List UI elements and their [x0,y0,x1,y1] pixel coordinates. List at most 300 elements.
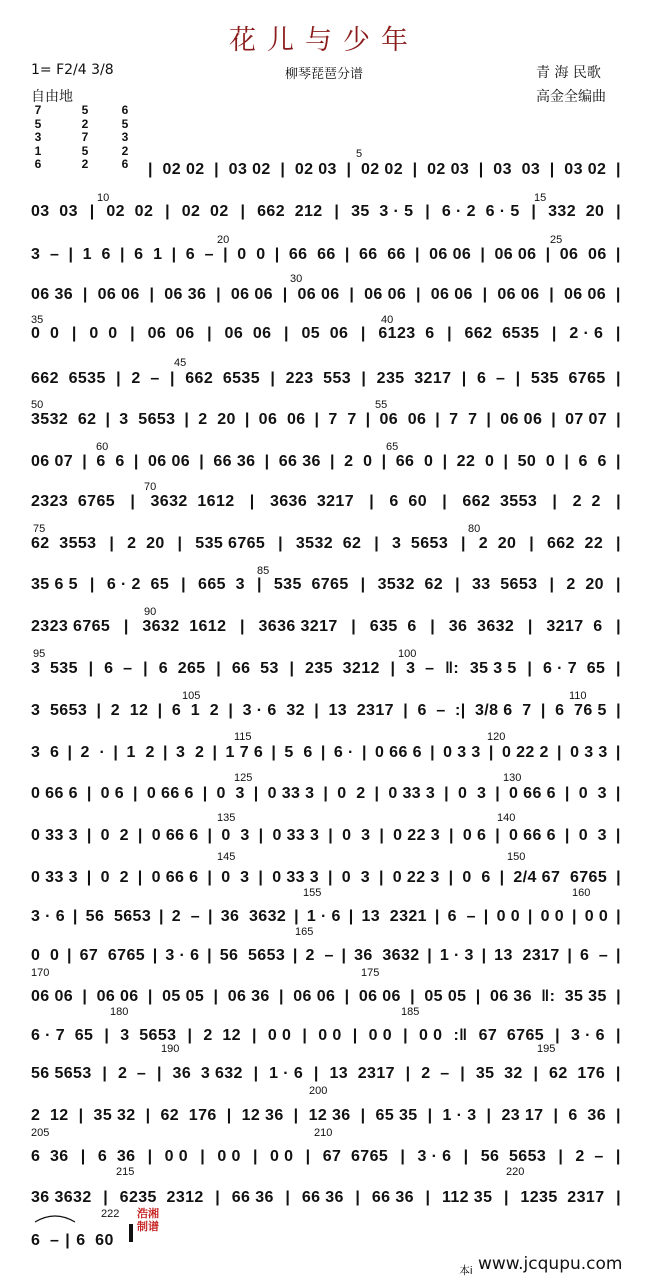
opening-chord: 5 2 7 5 2 [81,103,89,171]
note-group: 6 – [579,947,609,964]
note-group: 67 6765 [79,947,146,964]
note-group: 02 02 [162,161,205,178]
opening-chord: 7 5 3 1 6 [34,103,42,171]
barline: | [292,947,298,964]
note-group: 6 · 2 6 · 5 [441,203,520,220]
barline: | [82,453,88,470]
note-group: 06 36 [164,286,207,303]
note-group: 23 17 [501,1107,544,1124]
barline: | [104,1027,110,1044]
measure-number: 120 [487,731,506,743]
note-group: 3 · 6 [417,1148,452,1165]
score-line [31,1232,621,1250]
score-line [31,370,621,388]
barline: | [390,660,396,677]
note-group: 3532 62 [31,411,97,428]
barline: | [249,493,255,510]
barline: | [200,1148,206,1165]
barline: | [157,702,163,719]
measure-number: 140 [497,812,516,824]
barline: | [207,325,212,342]
note-group: 56 5653 [31,1065,92,1082]
note-group: 6 – [477,370,506,387]
note-group: 2 20 [127,535,165,552]
note-group: 2 – [117,1065,147,1082]
arranger-stamp: 浩湘制谱 [137,1208,159,1233]
note-group: 2323 6765 [31,493,116,510]
barline: | [67,744,73,761]
barline: | [486,411,492,428]
note-group: 0 3 [578,827,607,844]
score-line [31,576,621,594]
barline: | [346,161,352,178]
barline: | [361,744,367,761]
note-group: 0 3 [216,785,245,802]
barline: | [294,908,299,925]
note-group: 2 – [421,1065,450,1082]
note-group: 112 35 [441,1189,493,1206]
barline: | [86,827,92,844]
measure-number: 45 [174,357,187,369]
barline: | [330,453,335,470]
note-group: 0 2 [100,869,129,886]
score-line [31,869,621,887]
barline: | [264,453,270,470]
measure-number: 5 [356,148,363,160]
barline: | [133,453,139,470]
barline: | [239,618,245,635]
note-group: 35 32 [93,1107,136,1124]
barline: | [549,576,555,593]
barline: | [378,869,384,886]
measure-number: 200 [309,1085,328,1097]
barline: | [369,493,375,510]
note-group: 3 – [406,660,435,677]
note-group: 2 – [305,947,334,964]
barline: | [365,411,371,428]
barline: | [207,827,213,844]
barline: | [555,1027,560,1044]
barline: | [214,161,220,178]
note-group: 02 02 [360,161,404,178]
barline: | [616,1107,621,1124]
measure-number: 55 [375,399,388,411]
barline: | [171,246,177,263]
barline: | [278,535,283,552]
note-group: 06 06 [147,325,195,342]
barline: | [207,908,213,925]
score-line [31,535,621,553]
barline: | [88,660,94,677]
note-group: 05 05 [162,988,205,1005]
note-group: 0 0 [368,1027,393,1044]
note-group: 6 – [447,908,476,925]
note-group: 2/4 67 6765 [513,869,608,886]
score-line [31,744,621,762]
barline: | [223,246,229,263]
note-group: 0 33 3 [272,827,320,844]
barline: | [184,411,190,428]
note-group: 66 36 [213,453,256,470]
barline: | [258,869,264,886]
note-group: 2 20 [566,576,604,593]
measure-number: 165 [295,926,314,938]
barline: | [270,370,276,387]
note-group: 0 2 [337,785,366,802]
barline: | [72,908,78,925]
barline: | [105,411,111,428]
note-group: 02 03 [427,161,470,178]
barline: | [455,576,460,593]
score-line [31,286,621,304]
measure-number: 210 [314,1127,333,1139]
barline: | [615,246,621,263]
measure-number: 105 [182,690,201,702]
note-group: 06 06 [497,286,540,303]
barline: | [545,246,551,263]
note-group: 6 36 [97,1148,136,1165]
barline: | [65,1232,71,1249]
barline: | [216,286,222,303]
note-group: 662 22 [546,535,604,552]
barline: | [177,535,183,552]
note-group: 06 06 [379,411,427,428]
note-group: 6 – [31,1232,60,1249]
measure-number: 95 [33,648,46,660]
barline: | [256,576,262,593]
note-group: 0 66 6 [31,785,78,802]
note-group: 6 76 5 [555,702,607,719]
measure-number: 65 [386,441,399,453]
barline: | [615,785,621,802]
note-group: 6 – [185,246,214,263]
note-group: 67 6765 [322,1148,389,1165]
note-group: 665 3 [198,576,245,593]
score-subtitle: 柳琴琵琶分谱 [284,67,363,82]
barline: | [551,325,557,342]
note-group: 2 12 [203,1027,241,1044]
barline: | [533,1065,539,1082]
note-group: 662 212 [257,203,323,220]
barline: | [215,1189,221,1206]
note-group: 3 2 [176,744,205,761]
measure-number: 15 [534,192,547,204]
barline: | [448,827,454,844]
barline: | [616,702,621,719]
score-line [31,203,621,221]
barline: | [403,702,409,719]
barline: | [352,1027,358,1044]
barline: | [460,535,466,552]
note-group: 06 06 [500,411,543,428]
barline: | [314,702,320,719]
note-group: 6123 6 [378,325,435,342]
note-group: 0 33 3 [272,869,320,886]
barline: | [478,161,484,178]
barline: | [252,1148,258,1165]
barline: | [147,988,153,1005]
barline: | [253,785,259,802]
barline: | [285,1189,291,1206]
score-line [31,411,621,429]
barline: | [482,286,488,303]
measure-number: 10 [97,192,110,204]
barline: | [616,618,621,635]
barline: | [355,1189,361,1206]
measure-number: 222 [101,1208,120,1220]
barline: | [616,203,621,220]
barline: | [89,203,95,220]
note-group: 0 0 [267,1027,292,1044]
barline: | [558,1148,564,1165]
barline: | [149,286,155,303]
barline: | [212,744,218,761]
note-group: 0 0 [318,1027,342,1044]
measure-number: 70 [144,481,157,493]
measure-number: 90 [144,606,157,618]
note-group: 06 06 [31,988,74,1005]
note-group: 7 7 [449,411,478,428]
barline: | [571,908,577,925]
barline: | [313,1065,319,1082]
barline: | [360,576,366,593]
note-group: 0 0 [164,1148,189,1165]
barline: | [616,370,621,387]
note-group: 0 0 [270,1148,294,1165]
site-url[interactable]: www.jcqupu.com [478,1254,623,1274]
note-group: 67 6765 [478,1027,545,1044]
barline: | [564,785,570,802]
note-group: 02 02 [106,203,154,220]
note-group: 223 553 [285,370,352,387]
barline: | [529,535,535,552]
note-group: 1 · 6 [269,1065,304,1082]
note-group: 3532 62 [377,576,444,593]
note-group: 36 3632 [220,908,287,925]
note-group: 07 07 [565,411,608,428]
barline: | [564,827,570,844]
note-group: 0 0 [237,246,266,263]
barline: | [615,1148,621,1165]
note-group: 62 176 [160,1107,217,1124]
note-group: 6 6 [96,453,125,470]
note-group: 35 3 5 [469,660,517,677]
barline: | [199,453,205,470]
note-group: 2 20 [478,535,517,552]
note-group: 3 · 6 [31,908,66,925]
note-group: 06 06 [224,325,272,342]
note-group: 2 · 6 [569,325,604,342]
barline: | [503,1189,509,1206]
note-group: 2 12 [110,702,149,719]
measure-number: 75 [33,523,46,535]
measure-number: 40 [381,314,394,326]
barline: | [448,869,454,886]
note-group: 66 66 [288,246,336,263]
note-group: 1 2 [126,744,155,761]
note-group: 2 20 [198,411,236,428]
barline: | [405,1065,411,1082]
note-group: 0 66 6 [151,827,199,844]
barline: | [615,827,621,844]
note-group: 06 06 [430,286,473,303]
score-line [31,988,621,1006]
note-group: 0 33 3 [267,785,315,802]
measure-number: 145 [217,851,236,863]
barline: | [615,576,621,593]
note-group: 6 · 7 65 [31,1027,94,1044]
note-group: 6 36 [31,1148,69,1165]
note-group: 2 0 [344,453,373,470]
barline: | [553,1107,559,1124]
barline: | [434,908,440,925]
note-group: 65 35 [375,1107,418,1124]
note-group: 06 06 [429,246,472,263]
barline: | [503,453,509,470]
note-group: 6 1 2 [171,702,220,719]
note-group: 0 66 6 [509,827,556,844]
note-group: 50 0 [517,453,556,470]
note-group: 06 06 [97,286,140,303]
note-group: 2 – [131,370,160,387]
note-group: 0 0 [31,325,60,342]
score-line [31,1189,621,1207]
note-group: 06 06 [364,286,407,303]
note-group: 35 35 [564,988,607,1005]
barline: | [327,869,333,886]
barline: ‖: [541,988,556,1005]
measure-number: 190 [161,1043,180,1055]
note-group: 6 · [333,744,354,761]
barline: | [410,988,416,1005]
note-group: 1 · 3 [439,947,474,964]
note-group: 0 66 6 [146,785,194,802]
barline: | [351,618,357,635]
barline: | [328,827,334,844]
barline: | [615,325,621,342]
song-origin: 青 海 民歌 [536,65,601,81]
note-group: 66 66 [358,246,406,263]
barline: | [282,286,288,303]
note-group: 62 176 [549,1065,606,1082]
barline: :| [455,702,466,719]
barline: | [549,161,555,178]
footer-note: 本i [459,1265,473,1277]
note-group: 3 5653 [119,411,176,428]
note-group: 3632 1612 [150,493,235,510]
slur-shape [33,1213,77,1223]
note-group: 33 5653 [471,576,538,593]
barline: | [400,1148,406,1165]
note-group: 36 3632 [31,1189,92,1206]
barline: | [334,203,340,220]
barline: | [82,988,88,1005]
note-group: 0 0 [418,1027,443,1044]
barline: | [228,702,234,719]
note-group: 3636 3217 [258,618,338,635]
note-group: 6 · 2 65 [106,576,170,593]
note-group: 06 06 [293,988,336,1005]
barline: | [148,161,153,178]
note-group: 3636 3217 [269,493,355,510]
note-group: 0 66 6 [509,785,556,802]
note-group: 3 · 6 32 [242,702,305,719]
barline: | [244,411,250,428]
note-group: 0 0 [496,908,521,925]
barline: | [374,535,380,552]
note-group: 03 02 [564,161,607,178]
note-group: 0 22 3 [393,827,441,844]
note-group: 3 535 [31,660,78,677]
barline: | [165,203,170,220]
note-group: 06 06 [148,453,191,470]
note-group: 62 3553 [31,535,97,552]
note-group: 12 36 [241,1107,284,1124]
barline: | [463,1148,469,1165]
note-group: 06 36 [489,988,532,1005]
measure-number: 50 [31,399,44,411]
barline: | [515,370,521,387]
note-group: 0 3 [221,869,250,886]
note-group: 535 6765 [530,370,606,387]
barline: | [344,988,350,1005]
score-line [31,493,621,511]
barline: | [82,286,88,303]
note-group: 06 06 [494,246,537,263]
barline: | [96,702,102,719]
final-barline [129,1224,133,1242]
barline: | [461,370,467,387]
note-group: 2323 6765 [31,618,111,635]
barline: | [616,908,621,925]
barline: | [527,618,533,635]
barline: | [103,1189,109,1206]
note-group: 36 3632 [448,618,515,635]
barline: | [123,618,129,635]
barline: | [416,286,421,303]
note-group: 535 6765 [273,576,349,593]
arranger-credit: 高金全编曲 [536,89,606,105]
score-line [31,1027,621,1045]
note-group: 0 3 3 [443,744,481,761]
note-group: 0 0 [584,908,609,925]
barline: | [415,246,420,263]
barline: | [86,785,92,802]
barline: | [540,702,546,719]
barline: | [202,785,208,802]
score-line [31,947,621,965]
note-group: 06 06 [230,286,273,303]
note-group: 35 32 [475,1065,523,1082]
note-group: 6 – [104,660,133,677]
barline: | [251,1027,257,1044]
note-group: 66 53 [231,660,279,677]
barline: | [615,161,621,178]
note-group: 0 3 [341,869,371,886]
barline: :‖ [453,1027,468,1044]
note-group: 3532 62 [295,535,362,552]
barline: | [615,286,621,303]
score-line [31,1107,621,1125]
note-group: 03 03 [31,203,78,220]
measure-number: 195 [537,1043,556,1055]
barline: | [425,203,431,220]
note-group: 1 7 6 [225,744,264,761]
score-line [31,660,621,678]
barline: | [360,325,366,342]
note-group: 0 66 6 [375,744,422,761]
note-group: 1 6 [82,246,111,263]
